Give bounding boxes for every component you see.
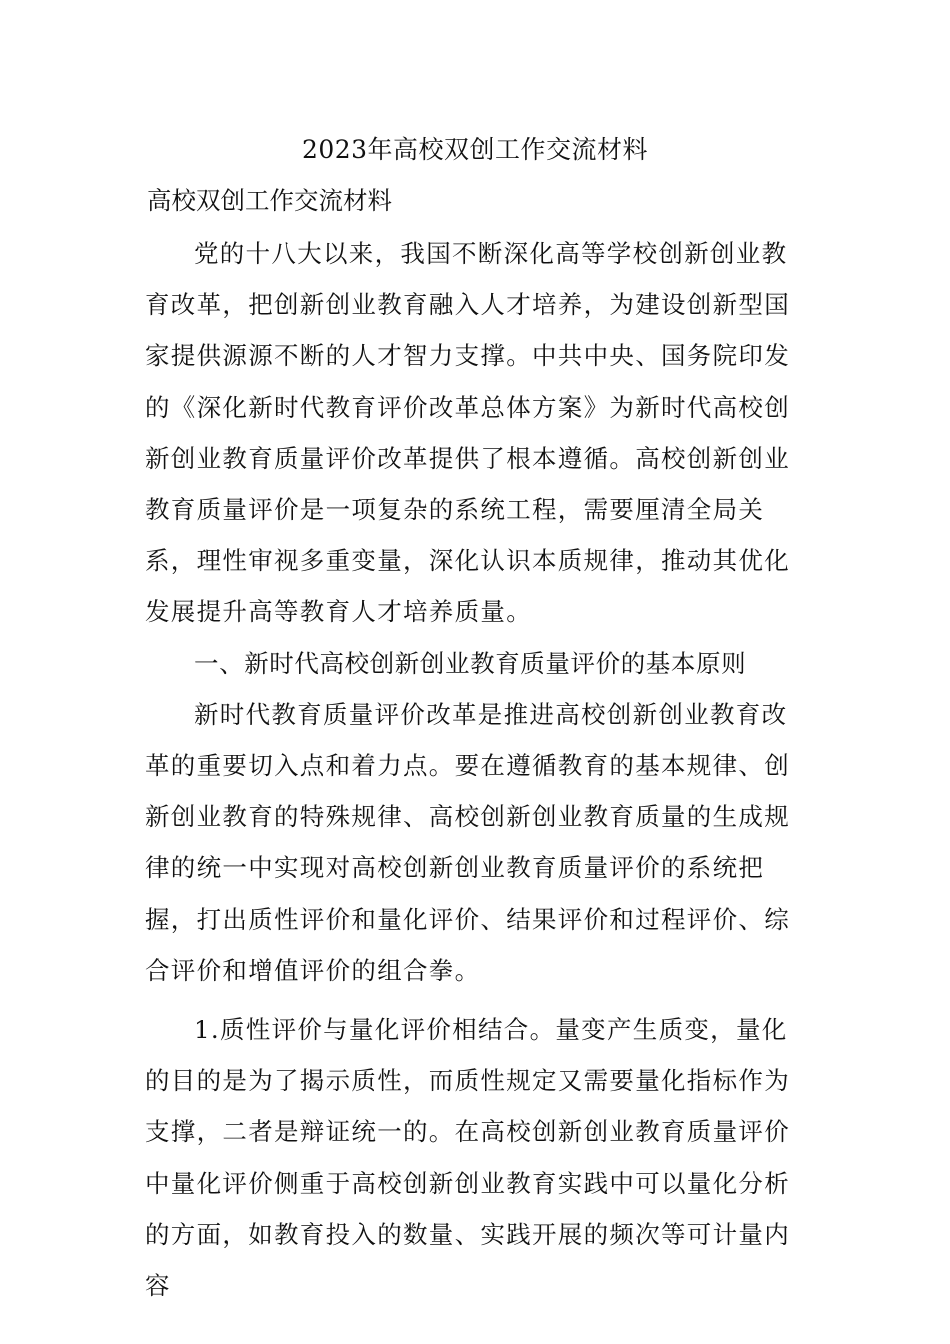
document-title: 2023年高校双创工作交流材料 xyxy=(301,135,649,164)
paragraph-intro: 党的十八大以来，我国不断深化高等学校创新创业教育改革，把创新创业教育融入人才培养，为建设创新型国家提供源源不断的人才智力支撑。中共中央、国务院印发的《深化新时代教育评价改革总体方案》为新时代高校创新创业教育质量评价改革提供了根本遵循。高校创新创业教育质量评价是一项复杂的系统工程，需要厘清全局关系，理性审视多重变量，深化认识本质规律，推动其优化发展提升高等教育人才培养质量。 xyxy=(145,239,790,627)
paragraph-point-1: 1.质性评价与量化评价相结合。量变产生质变，量化的目的是为了揭示质性，而质性规定又需要量化指标作为支撑，二者是辩证统一的。在高校创新创业教育质量评价中量化评价侧重于高校创新创业教育实践中可以量化分析的方面，如教育投入的数量、实践开展的频次等可计量内容 xyxy=(145,1015,790,1301)
document-body xyxy=(145,228,810,1311)
document-subtitle: 高校双创工作交流材料 xyxy=(147,186,392,215)
paragraph-principles: 新时代教育质量评价改革是推进高校创新创业教育改革的重要切入点和着力点。要在遵循教育的基本规律、创新创业教育的特殊规律、高校创新创业教育质量的生成规律的统一中实现对高校创新创业教育质量评价的系统把握，打出质性评价和量化评价、结果评价和过程评价、综合评价和增值评价的组合拳。 xyxy=(145,699,790,985)
section-heading: 一、新时代高校创新创业教育质量评价的基本原则 xyxy=(194,648,747,678)
